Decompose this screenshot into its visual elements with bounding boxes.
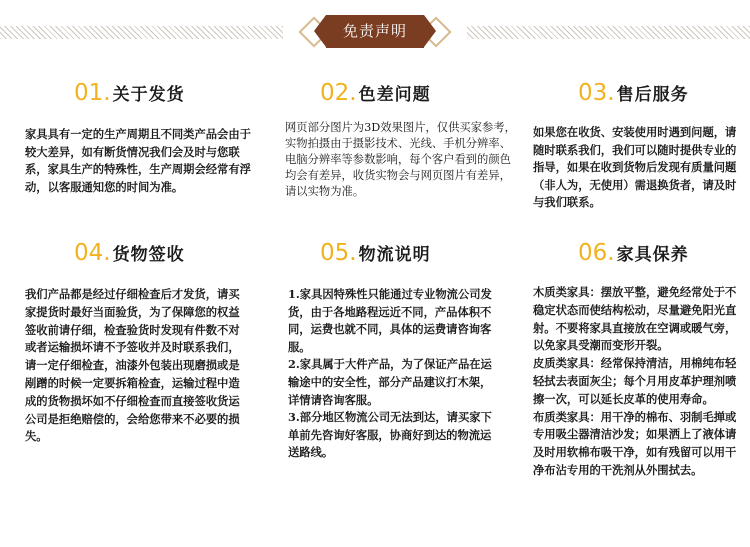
section-number: 05.	[320, 240, 357, 266]
section-number: 02.	[320, 80, 357, 106]
section-text-maintenance	[533, 284, 739, 480]
section-text-after-sales: 如果您在收货、安装使用时遇到问题，请随时联系我们，我们可以随时提供专业的指导，如果在收到货物后发现有质量问题（非人为，无使用）需退换货者，请及时与我们联系。	[533, 125, 737, 209]
section-title: 色差问题	[358, 85, 431, 105]
section-heading-maintenance	[578, 240, 689, 266]
logistics-paragraph: 1.家具因特殊性只能通过专业物流公司发货，由于各地路程远近不同，产品体积不同，运费也就不同，具体的运费请咨询客服。	[288, 287, 492, 354]
banner-left-rule	[0, 26, 283, 39]
section-heading-receipt	[74, 240, 185, 266]
maintenance-paragraph: 布质类家具：用干净的棉布、羽制毛掸或专用吸尘器清洁沙发；如果洒上了液体请及时用软棉布吸干净，如有残留可以用干净布沾专用的干洗剂从外围拭去。	[533, 409, 737, 477]
section-title: 关于发货	[112, 85, 185, 105]
section-title: 物流说明	[358, 245, 431, 265]
section-title: 家具保养	[616, 245, 689, 265]
section-title: 货物签收	[112, 245, 185, 265]
section-heading-color-difference	[320, 80, 431, 106]
section-text-receipt: 我们产品都是经过仔细检查后才发货，请买家提货时最好当面验货，为了保障您的权益签收前请仔细，检查验货时发现有件数不对或者运输损坏请不予签收并及时联系我们，请一定仔细检查，油漆外包装出现磨损或是剐蹭的时候一定要拆箱检查，运输过程中造成的货物损坏如不仔细检查而直接签收货运公司是拒绝赔偿的，会给您带来不必要的损失。	[25, 287, 240, 444]
banner-title: 免责声明	[326, 15, 424, 48]
section-number: 03.	[578, 80, 615, 106]
section-number: 01.	[74, 80, 111, 106]
section-text-shipping: 家具具有一定的生产周期且不同类产品会由于较大差异，如有断货情况我们会及时与您联系，家具生产的特殊性，生产周期会经常有浮动，以客服通知您的时间为准。	[25, 127, 251, 194]
section-heading-logistics	[320, 240, 431, 266]
disclaimer-banner	[0, 12, 750, 52]
section-heading-shipping	[74, 80, 185, 106]
maintenance-paragraph: 木质类家具：摆放平整，避免经常处于不稳定状态而使结构松动，尽量避免阳光直射。不要将家具直接放在空调或暖气旁，以免家具受潮而变形开裂。	[533, 285, 737, 353]
section-number: 06.	[578, 240, 615, 266]
section-text-color-difference: 网页部分图片为3D效果图片，仅供买家参考，实物拍摄由于摄影技术、光线、手机分辨率、电脑分辨率等参数影响，每个客户看到的颜色均会有差异，收货实物会与网页图片有差异，请以实物为准。	[285, 121, 516, 198]
section-text-logistics	[288, 286, 496, 462]
banner-right-rule	[467, 26, 750, 39]
section-title: 售后服务	[616, 85, 689, 105]
logistics-paragraph: 3.部分地区物流公司无法到达，请买家下单前先咨询好客服，协商好到达的物流运送路线。	[288, 410, 492, 460]
logistics-paragraph: 2.家具属于大件产品，为了保证产品在运输途中的安全性，部分产品建议打木架，详情请咨询客服。	[288, 357, 492, 407]
section-heading-after-sales	[578, 80, 689, 106]
maintenance-paragraph: 皮质类家具：经常保持清洁，用棉纯布轻轻拭去表面灰尘；每个月用皮革护理剂喷擦一次，可以延长皮革的使用寿命。	[533, 356, 737, 406]
section-number: 04.	[74, 240, 111, 266]
